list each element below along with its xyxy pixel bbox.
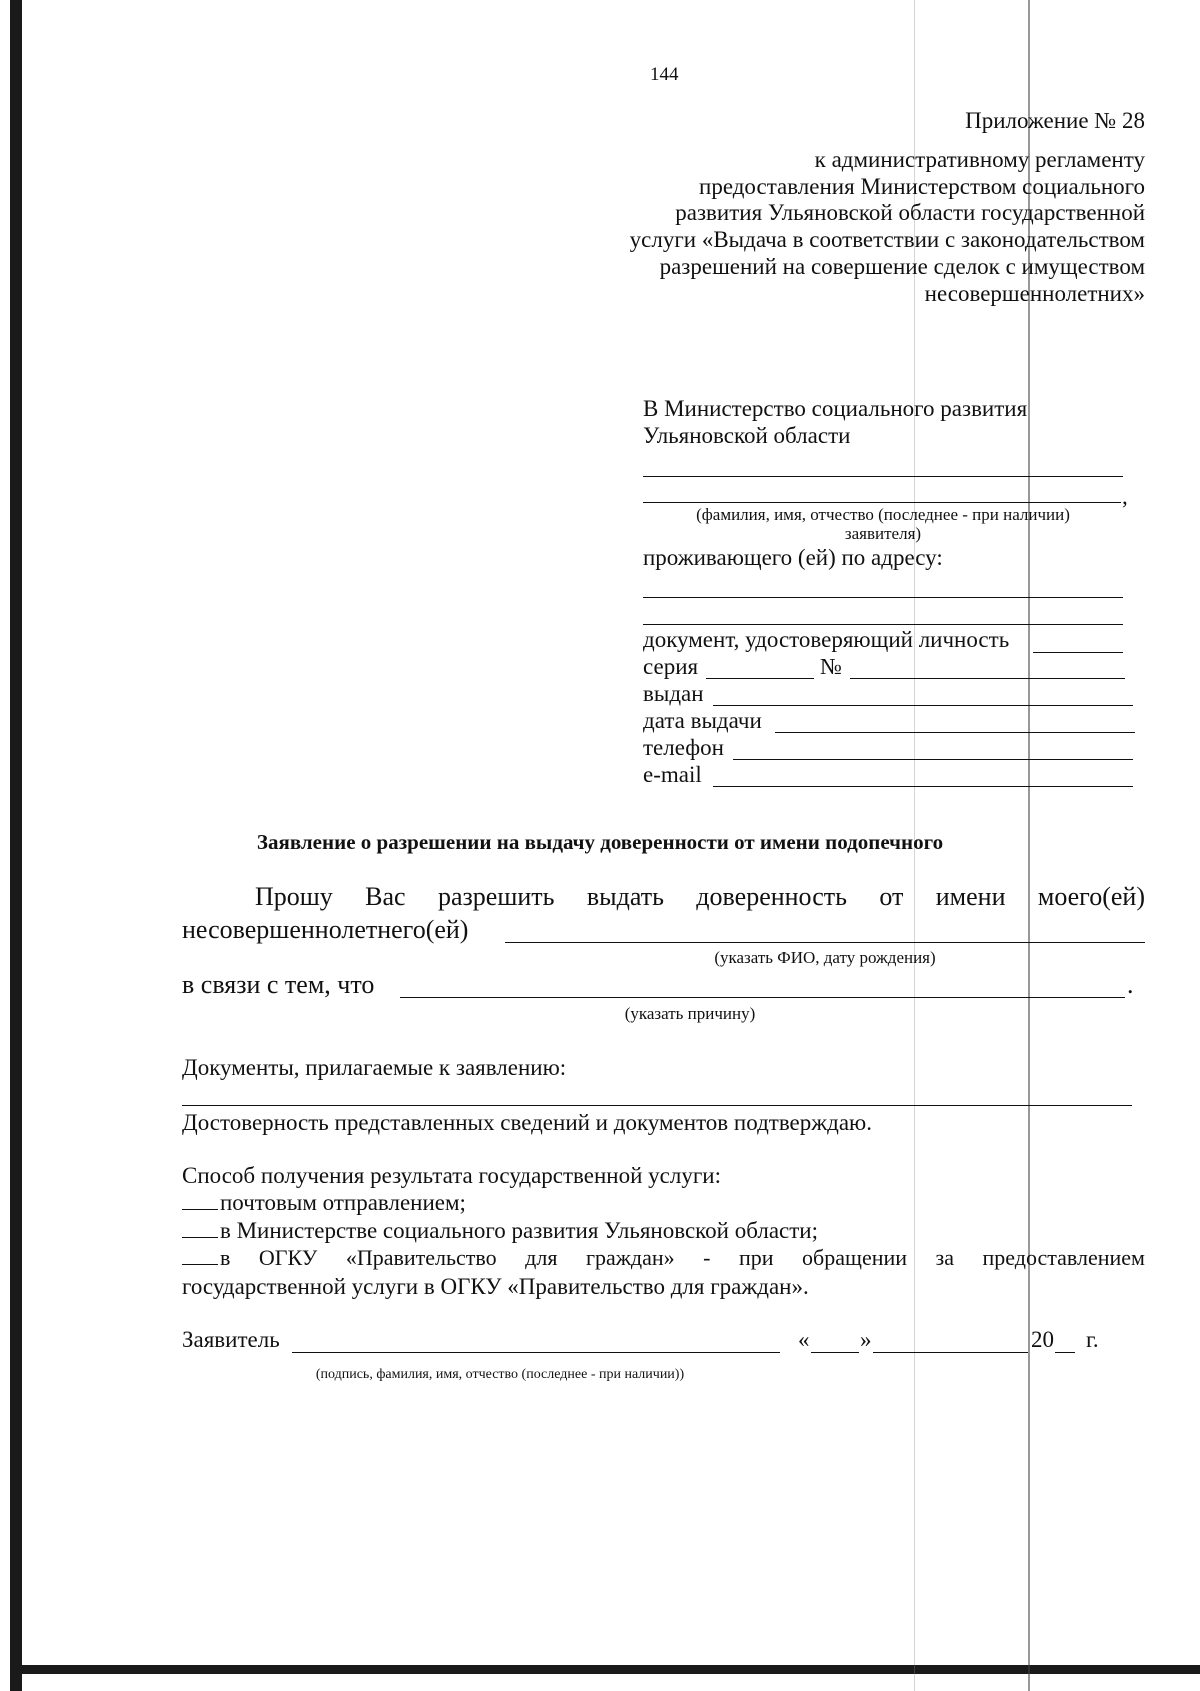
issued-label: выдан <box>643 681 704 706</box>
method-ogku-word: за <box>935 1245 954 1270</box>
date-open-quote: « <box>798 1327 810 1352</box>
appendix-line: услуги «Выдача в соответствии с законодательством <box>629 227 1145 253</box>
addressee-region: Ульяновской области <box>643 423 851 448</box>
scan-bottom-edge <box>10 1665 1200 1674</box>
confirmation-text: Достоверность представленных сведений и документов подтверждаю. <box>182 1110 872 1135</box>
method-ogku-word-text: в <box>220 1245 231 1270</box>
reason-label: в связи с тем, что <box>182 970 375 999</box>
applicant-fio-field-2[interactable] <box>643 502 1121 503</box>
method-ogku-word: «Правительство <box>345 1245 497 1270</box>
fio-caption <box>643 505 1123 543</box>
documents-label: Документы, прилагаемые к заявлению: <box>182 1055 567 1080</box>
method-ogku-word <box>182 1245 230 1271</box>
appendix-title: Приложение № 28 <box>965 108 1145 133</box>
reason-caption: (указать причину) <box>624 1004 756 1023</box>
method-ministry-checkbox[interactable] <box>182 1219 218 1238</box>
minor-fio-field[interactable] <box>505 942 1145 943</box>
request-word: выдать <box>586 882 664 911</box>
id-document-field[interactable] <box>1033 652 1123 653</box>
signature-caption: (подпись, фамилия, имя, отчество (последнее - при наличии)) <box>315 1367 685 1382</box>
reason-field[interactable] <box>400 997 1125 998</box>
request-word: Вас <box>365 882 406 911</box>
applicant-signature-field[interactable] <box>292 1352 780 1353</box>
addressee-ministry: В Министерство социального развития <box>643 396 1028 421</box>
statement-title: Заявление о разрешении на выдачу доверенности от имени подопечного <box>256 830 944 854</box>
appendix-header <box>630 108 1145 308</box>
email-label: e-mail <box>643 762 702 787</box>
documents-field[interactable] <box>182 1105 1132 1106</box>
reason-end: . <box>1127 970 1134 999</box>
phone-label: телефон <box>643 735 724 760</box>
issue-date-field[interactable] <box>775 732 1135 733</box>
address-field-2[interactable] <box>643 624 1123 625</box>
request-word: моего(ей) <box>1037 882 1145 911</box>
request-line <box>255 882 1145 912</box>
method-ogku-checkbox[interactable] <box>182 1246 218 1265</box>
method-ogku-word: обращении <box>802 1245 908 1270</box>
page-number: 144 <box>650 64 679 85</box>
year-prefix: 20 <box>1031 1327 1054 1352</box>
request-word: Прошу <box>255 882 333 911</box>
method-option-ministry <box>182 1218 818 1244</box>
fio-caption-line1: (фамилия, имя, отчество (последнее - при наличии) <box>696 505 1070 524</box>
method-option-ogku <box>182 1245 1145 1271</box>
minor-label: несовершеннолетнего(ей) <box>182 915 469 944</box>
request-word: разрешить <box>437 882 555 911</box>
method-mail-label: почтовым отправлением; <box>220 1190 466 1215</box>
method-ogku-word: ОГКУ <box>258 1245 318 1270</box>
request-word: от <box>879 882 904 911</box>
phone-field[interactable] <box>733 759 1133 760</box>
request-word: имени <box>935 882 1006 911</box>
request-word: доверенность <box>696 882 847 911</box>
method-ogku-word: граждан» <box>585 1245 675 1270</box>
method-ogku-word: для <box>525 1245 558 1270</box>
year-suffix: г. <box>1086 1327 1099 1352</box>
applicant-label: Заявитель <box>182 1327 280 1352</box>
date-close-quote: » <box>860 1327 872 1352</box>
fio-comma: , <box>1122 484 1128 509</box>
method-ministry-label: в Министерстве социального развития Ульяновской области; <box>220 1218 818 1243</box>
number-field[interactable] <box>850 678 1125 679</box>
id-document-label: документ, удостоверяющий личность <box>643 627 1010 652</box>
appendix-line: развития Ульяновской области государственной <box>675 200 1145 226</box>
method-ogku-word: - <box>703 1245 711 1270</box>
fio-caption-line2: заявителя) <box>844 524 922 543</box>
method-ogku-word: предоставлением <box>982 1245 1145 1270</box>
method-option-mail <box>182 1190 466 1216</box>
date-year-field[interactable] <box>1055 1352 1075 1353</box>
appendix-line: предоставления Министерством социального <box>699 173 1145 199</box>
method-mail-checkbox[interactable] <box>182 1191 218 1210</box>
email-field[interactable] <box>713 786 1133 787</box>
date-day-field[interactable] <box>811 1352 859 1353</box>
minor-caption: (указать ФИО, дату рождения) <box>714 948 936 967</box>
series-label: серия <box>643 654 699 679</box>
method-ogku-line2: государственной услуги в ОГКУ «Правительство для граждан». <box>182 1274 809 1299</box>
appendix-line: несовершеннолетних» <box>924 280 1145 306</box>
method-label: Способ получения результата государственной услуги: <box>182 1163 721 1188</box>
date-month-field[interactable] <box>873 1352 1028 1353</box>
address-label: проживающего (ей) по адресу: <box>643 545 943 570</box>
number-label: № <box>820 654 842 679</box>
address-field-1[interactable] <box>643 597 1123 598</box>
issued-field[interactable] <box>713 705 1133 706</box>
series-field[interactable] <box>706 678 814 679</box>
applicant-fio-field-1[interactable] <box>643 476 1123 477</box>
appendix-line: разрешений на совершение сделок с имуществом <box>659 253 1145 279</box>
issue-date-label: дата выдачи <box>643 708 762 733</box>
method-ogku-word: при <box>739 1245 774 1270</box>
appendix-line: к административному регламенту <box>814 146 1145 172</box>
